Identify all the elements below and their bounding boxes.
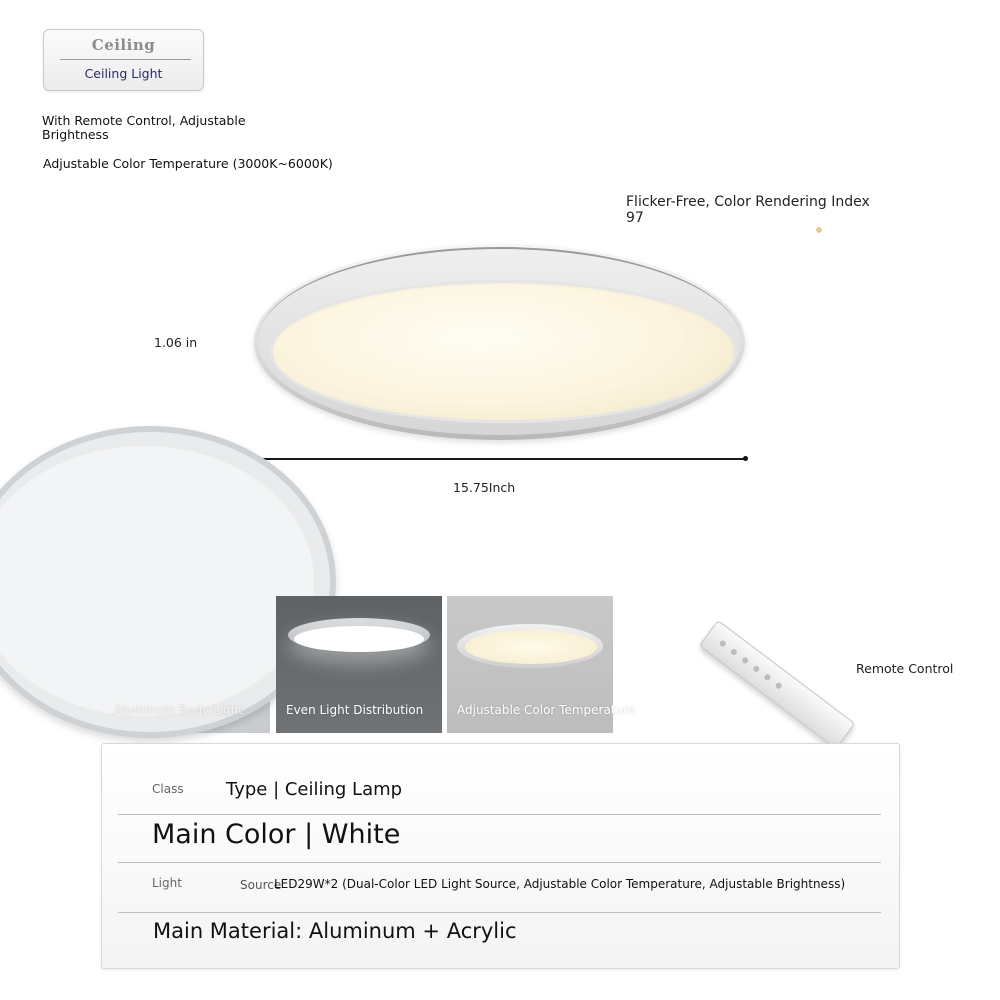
thumbnail-caption: Even Light Distribution [286,703,424,717]
remote-control-label: Remote Control [856,661,954,676]
badge-divider [60,59,191,60]
feature-flicker-free: Flicker-Free, Color Rendering Index 97 [626,194,870,226]
sparkle-icon [816,227,822,233]
ceiling-lamp-diffuser [270,280,737,423]
row-divider [118,912,881,913]
remote-control-image [699,620,856,749]
remote-button [730,648,738,656]
height-dimension-label: 1.06 in [154,335,198,350]
thumbnail-caption: Aluminum Body Light [114,703,243,717]
spec-light-source: LED29W*2 (Dual-Color LED Light Source, Adjustable Color Temperature, Adjustable Brightness) [274,877,846,891]
remote-button [741,656,749,664]
remote-button [763,673,771,681]
product-badge [43,29,204,91]
width-dimension-label: 15.75Inch [453,480,516,495]
spec-main-material: Main Material: Aluminum + Acrylic [153,919,517,943]
feature-remote-brightness: With Remote Control, Adjustable Brightness [42,113,246,142]
row-divider [118,862,881,863]
row-divider [118,814,881,815]
thumbnail-color-temperature [447,596,636,733]
remote-button [752,665,760,673]
thumbnail-even-light [276,596,442,733]
lamp-glow [294,626,424,652]
spec-main-color: Main Color | White [152,819,401,850]
feature-color-temperature: Adjustable Color Temperature (3000K~6000K) [43,156,333,171]
thumbnail-aluminum-body [104,596,270,733]
remote-button [719,639,727,647]
light-label: Light [152,876,182,890]
spec-type: Type | Ceiling Lamp [226,779,403,800]
dimension-endpoint-right [743,456,748,461]
width-dimension-line [257,458,746,460]
lamp-glow [465,630,597,664]
source-label: Source [240,878,282,892]
thumbnail-caption: Adjustable Color Temperature [457,703,636,717]
remote-button [774,682,782,690]
badge-title: Ceiling [91,36,156,54]
badge-subtitle: Ceiling Light [84,66,163,81]
spec-card [101,743,900,969]
class-label: Class [152,782,184,796]
